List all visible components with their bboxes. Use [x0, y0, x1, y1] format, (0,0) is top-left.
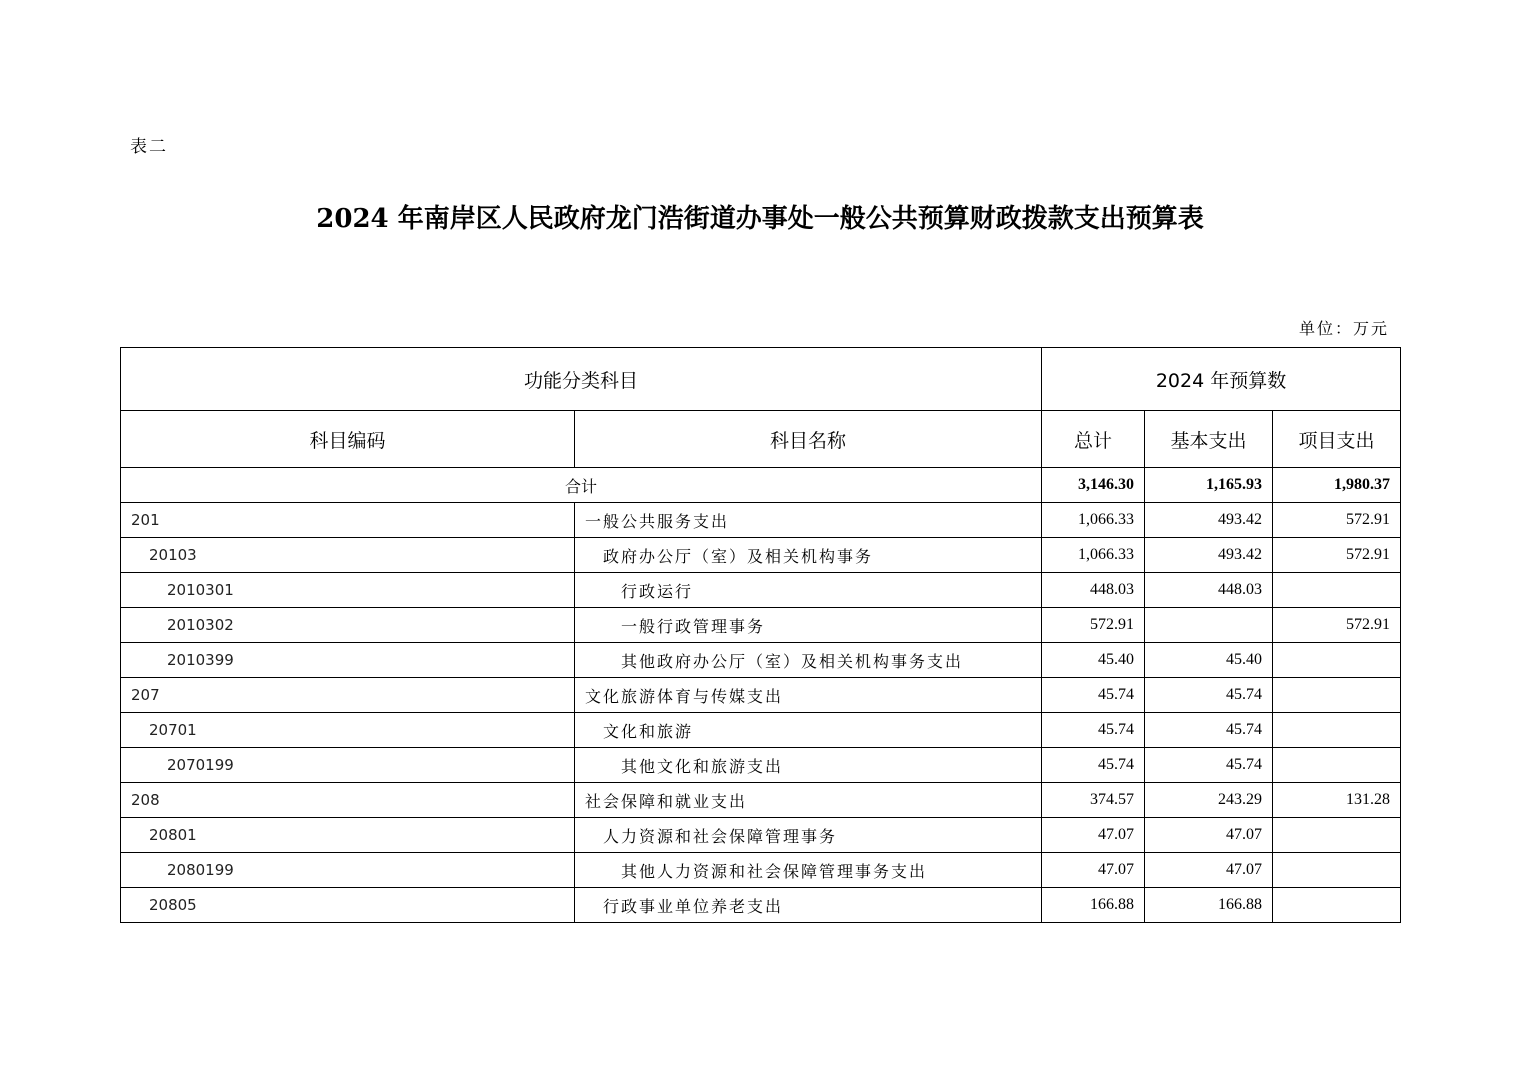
cell-name: 其他文化和旅游支出: [575, 748, 1042, 783]
header-basic: 基本支出: [1145, 411, 1273, 468]
cell-total: 45.40: [1042, 643, 1145, 678]
cell-total: 448.03: [1042, 573, 1145, 608]
header-project: 项目支出: [1273, 411, 1401, 468]
cell-code: 201: [121, 503, 575, 538]
total-label: 合计: [121, 468, 1042, 503]
header-code: 科目编码: [121, 411, 575, 468]
cell-name: 其他政府办公厅（室）及相关机构事务支出: [575, 643, 1042, 678]
cell-code: 20701: [121, 713, 575, 748]
page-title: 2024 年南岸区人民政府龙门浩街道办事处一般公共预算财政拨款支出预算表: [316, 204, 1204, 234]
cell-name: 政府办公厅（室）及相关机构事务: [575, 538, 1042, 573]
total-basic: 1,165.93: [1145, 468, 1273, 503]
cell-code: 2010301: [121, 573, 575, 608]
cell-total: 1,066.33: [1042, 503, 1145, 538]
cell-total: 572.91: [1042, 608, 1145, 643]
cell-total: 45.74: [1042, 678, 1145, 713]
table-row: [121, 818, 1401, 853]
cell-total: 374.57: [1042, 783, 1145, 818]
total-row: [121, 468, 1401, 503]
cell-total: 47.07: [1042, 818, 1145, 853]
cell-project: [1273, 888, 1401, 923]
cell-total: 47.07: [1042, 853, 1145, 888]
cell-code: 2070199: [121, 748, 575, 783]
header-row-columns: [121, 411, 1401, 468]
cell-project: [1273, 713, 1401, 748]
cell-project: [1273, 678, 1401, 713]
cell-name: 社会保障和就业支出: [575, 783, 1042, 818]
cell-name: 文化旅游体育与传媒支出: [575, 678, 1042, 713]
table-row: [121, 783, 1401, 818]
header-functional-category: 功能分类科目: [121, 348, 1042, 411]
table-row: [121, 748, 1401, 783]
cell-project: [1273, 748, 1401, 783]
cell-code: 207: [121, 678, 575, 713]
cell-basic: 243.29: [1145, 783, 1273, 818]
cell-project: 572.91: [1273, 608, 1401, 643]
header-budget-year: 2024 年预算数: [1042, 348, 1401, 411]
cell-project: [1273, 573, 1401, 608]
cell-basic: 493.42: [1145, 538, 1273, 573]
table-row: [121, 853, 1401, 888]
cell-project: [1273, 853, 1401, 888]
cell-name: 行政事业单位养老支出: [575, 888, 1042, 923]
cell-name: 文化和旅游: [575, 713, 1042, 748]
cell-code: 208: [121, 783, 575, 818]
cell-total: 1,066.33: [1042, 538, 1145, 573]
cell-basic: 448.03: [1145, 573, 1273, 608]
cell-basic: 166.88: [1145, 888, 1273, 923]
table-row: [121, 713, 1401, 748]
cell-code: 2010399: [121, 643, 575, 678]
cell-project: [1273, 818, 1401, 853]
cell-basic: 493.42: [1145, 503, 1273, 538]
cell-code: 2010302: [121, 608, 575, 643]
table-label: 表二: [130, 137, 168, 157]
cell-code: 20103: [121, 538, 575, 573]
cell-code: 20801: [121, 818, 575, 853]
table-row: [121, 503, 1401, 538]
table-row: [121, 678, 1401, 713]
cell-name: 一般行政管理事务: [575, 608, 1042, 643]
table-row: [121, 538, 1401, 573]
table-row: [121, 643, 1401, 678]
cell-project: [1273, 643, 1401, 678]
cell-total: 45.74: [1042, 713, 1145, 748]
cell-basic: 47.07: [1145, 818, 1273, 853]
header-name: 科目名称: [575, 411, 1042, 468]
cell-name: 其他人力资源和社会保障管理事务支出: [575, 853, 1042, 888]
cell-basic: 47.07: [1145, 853, 1273, 888]
budget-table: [120, 347, 1401, 923]
table-row: [121, 888, 1401, 923]
cell-basic: 45.74: [1145, 713, 1273, 748]
cell-total: 166.88: [1042, 888, 1145, 923]
cell-name: 一般公共服务支出: [575, 503, 1042, 538]
cell-basic: [1145, 608, 1273, 643]
unit-label: 单位：万元: [1298, 319, 1389, 338]
total-total: 3,146.30: [1042, 468, 1145, 503]
cell-code: 20805: [121, 888, 575, 923]
cell-basic: 45.74: [1145, 748, 1273, 783]
table-row: [121, 608, 1401, 643]
cell-basic: 45.40: [1145, 643, 1273, 678]
cell-code: 2080199: [121, 853, 575, 888]
cell-name: 人力资源和社会保障管理事务: [575, 818, 1042, 853]
cell-basic: 45.74: [1145, 678, 1273, 713]
cell-project: 131.28: [1273, 783, 1401, 818]
table-row: [121, 573, 1401, 608]
cell-total: 45.74: [1042, 748, 1145, 783]
header-total: 总计: [1042, 411, 1145, 468]
header-row-group: [121, 348, 1401, 411]
cell-project: 572.91: [1273, 503, 1401, 538]
cell-name: 行政运行: [575, 573, 1042, 608]
total-project: 1,980.37: [1273, 468, 1401, 503]
cell-project: 572.91: [1273, 538, 1401, 573]
